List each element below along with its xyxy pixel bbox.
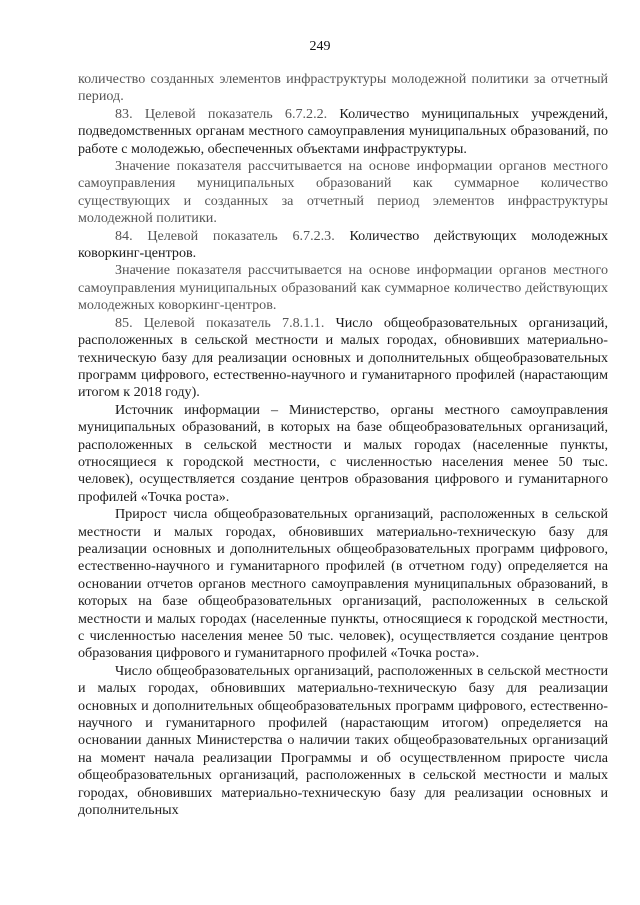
paragraph-text: Прирост числа общеобразовательных организаций, расположенных в сельской местности и малых городах, обновивших материально-техническую базу для реализации основных и дополнительных общеобразовательных программ цифрового, естественно-научного и гуманитарного профилей (в отчетном году) определяется на основании отчетов органов местного самоуправления муниципальных образований, в которых на базе общеобразовательных организаций, расположенных в сельской местности и малых городах (населенные пункты, относящиеся к городской местности, с численностью населения менее 50 тыс. человек), осуществляется создание центров образования цифрового и гуманитарного профилей «Точка роста».	[78, 506, 608, 662]
paragraph-growth	[78, 506, 608, 663]
indicator-prefix: 83. Целевой показатель 6.7.2.2.	[115, 105, 328, 122]
indicator-title: Число общеобразовательных организаций, расположенных в сельской местности и малых городах, обновивших материально-техническую базу для реализации основных и дополнительных общеобразовательных программ цифрового, естественно-научного и гуманитарного профилей (нарастающим итогом к 2018 году).	[78, 314, 608, 401]
paragraph-source	[78, 402, 608, 506]
paragraph-indicator-83	[78, 106, 608, 158]
indicator-prefix: 84. Целевой показатель 6.7.2.3.	[115, 227, 335, 244]
page-number: 249	[309, 39, 331, 54]
paragraph-text: Число общеобразовательных организаций, расположенных в сельской местности и малых городах, обновивших материально-техническую базу для реализации основных и дополнительных общеобразовательных программ цифрового, естественно-научного и гуманитарного профилей (нарастающим итогом) определяется на основании данных Министерства о наличии таких общеобразовательных организаций на момент начала реализации Программы и об осуществленном приросте числа общеобразовательных организаций, расположенных в сельской местности и малых городах, обновивших материально-техническую базу для реализации основных и дополнительных	[78, 662, 608, 819]
paragraph-calculation-83	[78, 158, 608, 228]
paragraph-text: количество созданных элементов инфраструктуры молодежной политики за отчетный период.	[78, 71, 608, 105]
indicator-prefix: 85. Целевой показатель 7.8.1.1.	[115, 314, 325, 331]
paragraph-continuation	[78, 71, 608, 106]
paragraph-indicator-85	[78, 315, 608, 402]
paragraph-calculation-84	[78, 262, 608, 314]
indicator-title: Количество муниципальных учреждений, подведомственных органам местного самоуправления муниципальных образований, по работе с молодежью, обеспеченных объектами инфраструктуры.	[78, 105, 608, 157]
paragraph-text: Источник информации – Министерство, органы местного самоуправления муниципальных образований, в которых на базе общеобразовательных организаций, расположенных в сельской местности и малых городах (населенные пункты, относящиеся к городской местности, с численностью населения менее 50 тыс. человек), осуществляется создание центров образования цифрового и гуманитарного профилей «Точка роста».	[78, 401, 608, 505]
paragraph-text: Значение показателя рассчитывается на основе информации органов местного самоуправления муниципальных образований как суммарное количество существующих и созданных за отчетный период элементов инфраструктуры молодежной политики.	[78, 158, 608, 227]
paragraph-indicator-84	[78, 228, 608, 263]
indicator-title: Количество действующих молодежных коворкинг-центров.	[78, 227, 609, 262]
paragraph-text: Значение показателя рассчитывается на основе информации органов местного самоуправления муниципальных образований как суммарное количество действующих молодежных коворкинг-центров.	[78, 262, 608, 314]
paragraph-cumulative	[78, 663, 608, 820]
document-body	[78, 71, 608, 819]
